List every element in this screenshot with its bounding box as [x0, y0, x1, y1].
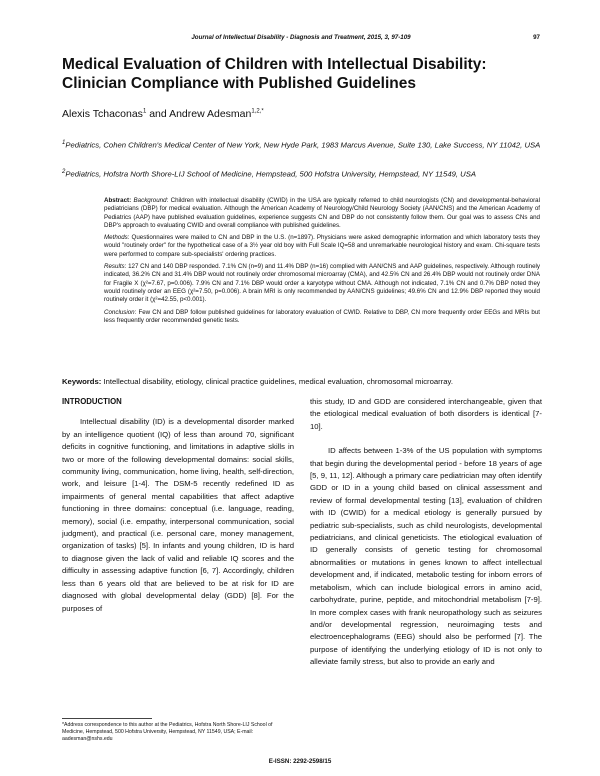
methods-label: Methods	[104, 234, 128, 242]
affiliation-text: Pediatrics, Cohen Children's Medical Center of New York, New Hyde Park, 1983 Marcus Avenue, Suite 130, Lake Success, NY 11042, USA	[65, 140, 541, 150]
background-label: Background	[133, 197, 167, 204]
affiliation-text: Pediatrics, Hofstra North Shore-LIJ School of Medicine, Hempstead, 500 Hofstra University, Hempstead, NY 11549, USA	[65, 169, 476, 179]
abstract	[104, 197, 540, 329]
author-name: Andrew Adesman	[169, 108, 252, 120]
journal-citation: Journal of Intellectual Disability - Diagnosis and Treatment, 2015, 3, 97-109	[191, 34, 411, 41]
conclusion-text: : Few CN and DBP follow published guidelines for laboratory evaluation of CWID. Relative to DBP, CN more frequently order EEGs and MRIs but less frequently order recommended genetic tests.	[104, 308, 540, 324]
abstract-background	[104, 197, 540, 230]
right-column	[310, 396, 542, 681]
issn-footer: E-ISSN: 2292-2598/15	[268, 758, 332, 765]
footnote-divider	[62, 718, 152, 719]
correspondence-footnote: *Address correspondence to this author at the Pediatrics, Hofstra North Shore-LIJ School of Medicine, Hempstead, 500 Hofstra University, Hempstead, NY 11549, USA; E-mail: aadesman@nshs.edu	[62, 722, 273, 743]
affiliation	[62, 138, 548, 151]
page-number: 97	[533, 34, 540, 41]
results-text: : 127 CN and 140 DBP responded. 7.1% CN (n=9) and 11.4% DBP (n=16) complied with AAN/CNS and AAP guidelines, respectively. Although routinely indicated, 36.2% CN and 31.4% DBP would not routinely order chromosomal microarray (CMA), and 42.5% CN and 26.4% DBP would not routinely order DNA for Fragile X (χ²=7.67, p=0.006). 7.9% CN and 7.1% DBP would order a karyotype without CMA. Although not indicated, 7.1% CN and 0.7% DBP noted they would routinely order an EEG (χ²=7.50, p=0.006). A brain MRI is only recommended by AAN/CNS guidelines; 49.6% CN and 12.9% DBP reported they would routinely order it (χ²=42.55, p<0.001).	[104, 263, 540, 304]
left-column	[62, 396, 294, 627]
paragraph: Intellectual disability (ID) is a developmental disorder marked by an intelligence quotient (IQ) of less than around 70, significant deficits in cognitive functioning, and limitations in adaptive skills in two or more of the following developmental domains: social skills, community living, communication, home living, health, self-direction, work, and leisure [1-4]. The DSM-5 recently redefined ID as impairments of general mental capabilities that affect adaptive functioning in three domains: conceptual (i.e. language, reading, memory), social (i.e. empathy, interpersonal communication, social judgment), and practical (i.e. personal care, money management, organization of tasks) [5]. In infants and young children, ID is hard to diagnose given the lack of valid and reliable IQ scores and the difficulty in assessing adaptive function [6, 7]. Accordingly, children less than 6 years old that are believed to be at risk for ID are diagnosed with global developmental delay (GDD) [8]. For the purposes of	[62, 417, 294, 613]
author-conjunction: and	[146, 108, 170, 120]
keywords-text: Intellectual disability, etiology, clinical practice guidelines, medical evaluation, chromosomal microarray.	[101, 377, 453, 386]
methods-text: : Questionnaires were mailed to CN and DBP in the U.S. (n=1897). Physicians were asked demographic information and which laboratory tests they would "routinely order" for the hypothetical case of a 3½ year old boy with Full Scale IQ=58 and unremarkable neurological history and exam. Chi-square tests were performed to compare sub-specialists' ordering practices.	[104, 234, 540, 258]
paragraph: ID affects between 1-3% of the US population with symptoms that begin during the developmental period - before 18 years of age [5, 9, 11, 12]. Although a primary care pediatrician may often identify GDD or ID in a young child based on clinical assessment and review of formal developmental testing [13], evaluation of children with ID (CWID) for a medical etiology is generally pursued by pediatric sub-specialists, such as child neurologists, developmental pediatricians, and clinical geneticists. The etiological evaluation of ID generally consists of genetic testing for chromosomal abnormalities or mutations in genes known to affect intellectual development and, if indicated, metabolic testing for inborn errors of metabolism, which can include biological errors in amino acid, carbohydrate, purine, peptide, and mitochondrial metabolism [7-9]. In more complex cases with frank neuropathology such as seizures and/or developmental regression, neuroimaging tests and electroencephalograms (EEG) should also be performed [7]. The purpose of identifying the underlying etiology of ID is not only to alleviate family stress, but also to provide an early and	[310, 446, 542, 667]
article-title: Medical Evaluation of Children with Intellectual Disability: Clinician Compliance with Published Guidelines	[62, 56, 487, 92]
section-heading: INTRODUCTION	[62, 397, 122, 406]
abstract-results	[104, 263, 540, 304]
affiliation	[62, 167, 548, 180]
abstract-label: Abstract:	[104, 197, 134, 204]
author-line	[62, 108, 264, 120]
abstract-methods	[104, 234, 540, 259]
author-affil-sup: 1	[142, 108, 147, 115]
paragraph: this study, ID and GDD are considered interchangeable, given that the etiological medical evaluation of both disorders is identical [7-10].	[310, 397, 542, 431]
keywords-label: Keywords:	[62, 377, 102, 386]
author-name: Alexis Tchaconas	[62, 108, 143, 120]
background-text: : Children with intellectual disability (CWID) in the USA are typically referred to child neurologists (CN) and developmental-behavioral pediatricians (DBP) for medical evaluation. Although the American Academy of Neurology/Child Neurology Society (AAN/CNS) and the American Academy of Pediatrics (AAP) have published evaluation guidelines, experience suggests CN and DBP do not consistently follow them. Our goal was to assess CNs and DBP's approach to evaluating CWID and overall compliance with published guidelines.	[104, 197, 540, 229]
author-affil-sup: 1,2,*	[251, 108, 264, 115]
affiliation-sup: 2	[62, 169, 66, 175]
abstract-conclusion	[104, 309, 540, 326]
keywords	[62, 377, 542, 386]
affiliation-sup: 1	[62, 140, 66, 146]
conclusion-label: Conclusion	[104, 308, 135, 316]
results-label: Results	[104, 263, 125, 271]
running-head	[62, 34, 540, 41]
